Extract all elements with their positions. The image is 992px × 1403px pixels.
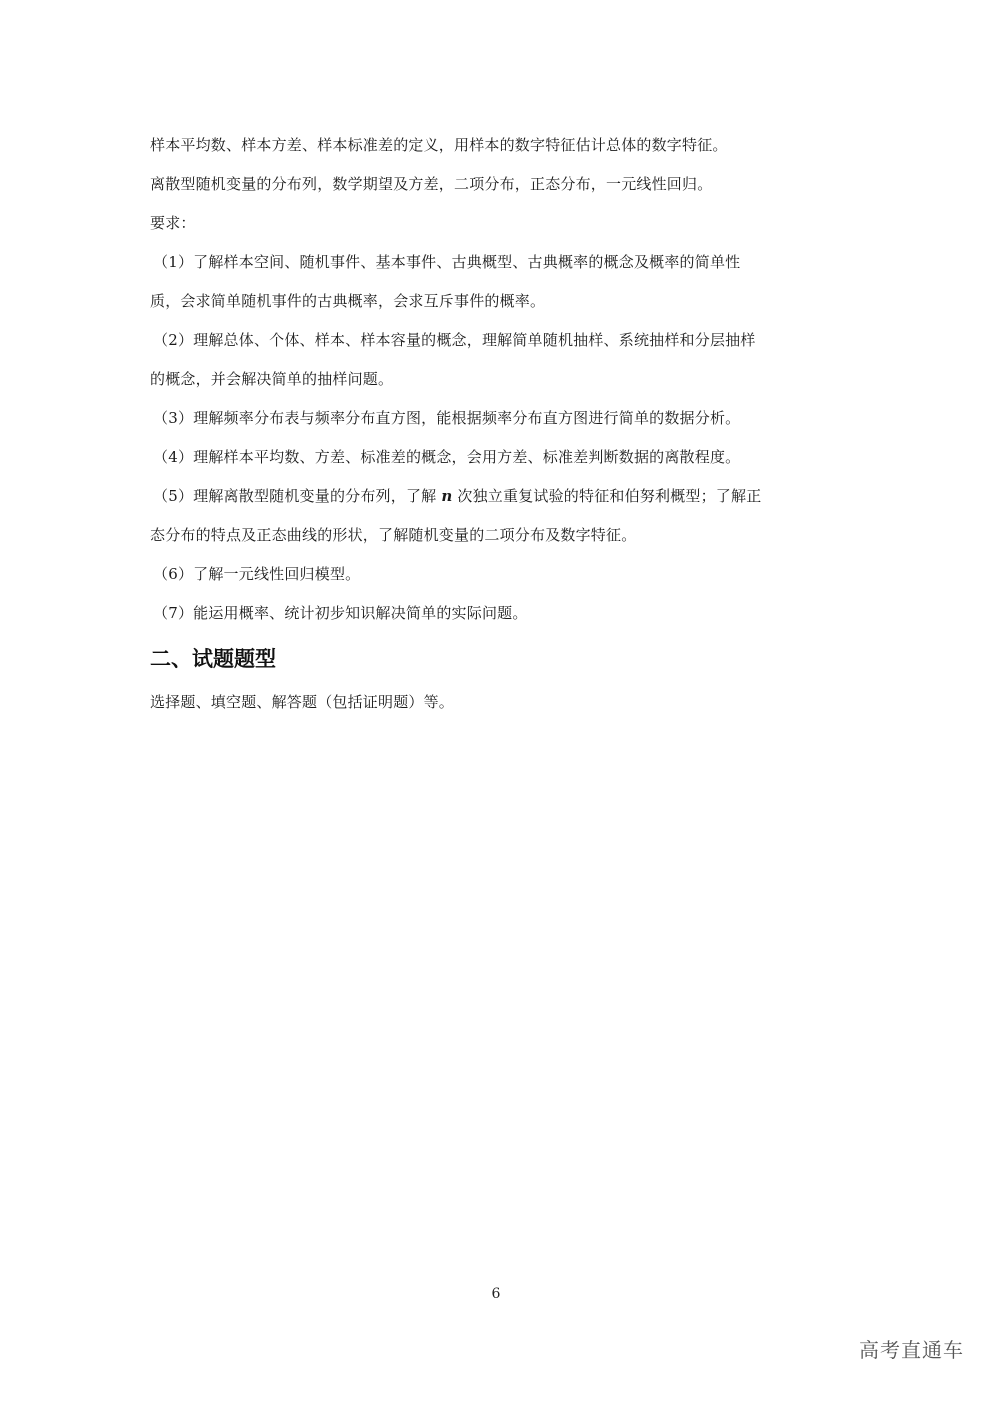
paragraph-random-variables: 离散型随机变量的分布列，数学期望及方差，二项分布，正态分布，一元线性回归。 — [150, 175, 713, 193]
document-content — [150, 126, 850, 722]
requirement-item-5-line-1 — [153, 477, 850, 516]
requirement-item-4: （4）理解样本平均数、方差、标准差的概念，会用方差、标准差判断数据的离散程度。 — [153, 448, 741, 466]
requirement-item-2-line-2: 的概念，并会解决简单的抽样问题。 — [150, 370, 394, 388]
requirement-item-6: （6）了解一元线性回归模型。 — [153, 565, 361, 583]
variable-n: n — [441, 487, 453, 505]
page-number: 6 — [491, 1286, 501, 1302]
requirement-item-1-line-2: 质，会求简单随机事件的古典概率，会求互斥事件的概率。 — [150, 292, 546, 310]
item-5-text-a: （5）理解离散型随机变量的分布列，了解 — [153, 487, 442, 505]
item-5-text-b: 次独立重复试验的特征和伯努利概型；了解正 — [452, 487, 762, 505]
requirement-item-5-line-2: 态分布的特点及正态曲线的形状，了解随机变量的二项分布及数字特征。 — [150, 526, 637, 544]
watermark-logo: 高考直通车 — [859, 1338, 964, 1362]
requirement-item-1-line-1: （1）了解样本空间、随机事件、基本事件、古典概型、古典概率的概念及概率的简单性 — [153, 253, 741, 271]
requirement-item-2-line-1: （2）理解总体、个体、样本、样本容量的概念，理解简单随机抽样、系统抽样和分层抽样 — [153, 331, 756, 349]
requirement-item-3: （3）理解频率分布表与频率分布直方图，能根据频率分布直方图进行简单的数据分析。 — [153, 409, 741, 427]
question-types-body: 选择题、填空题、解答题（包括证明题）等。 — [150, 693, 455, 711]
section-heading-question-types: 二、试题题型 — [150, 647, 276, 671]
requirements-label: 要求： — [150, 214, 196, 232]
paragraph-sample-statistics: 样本平均数、样本方差、样本标准差的定义，用样本的数字特征估计总体的数字特征。 — [150, 136, 728, 154]
requirement-item-7: （7）能运用概率、统计初步知识解决简单的实际问题。 — [153, 604, 528, 622]
